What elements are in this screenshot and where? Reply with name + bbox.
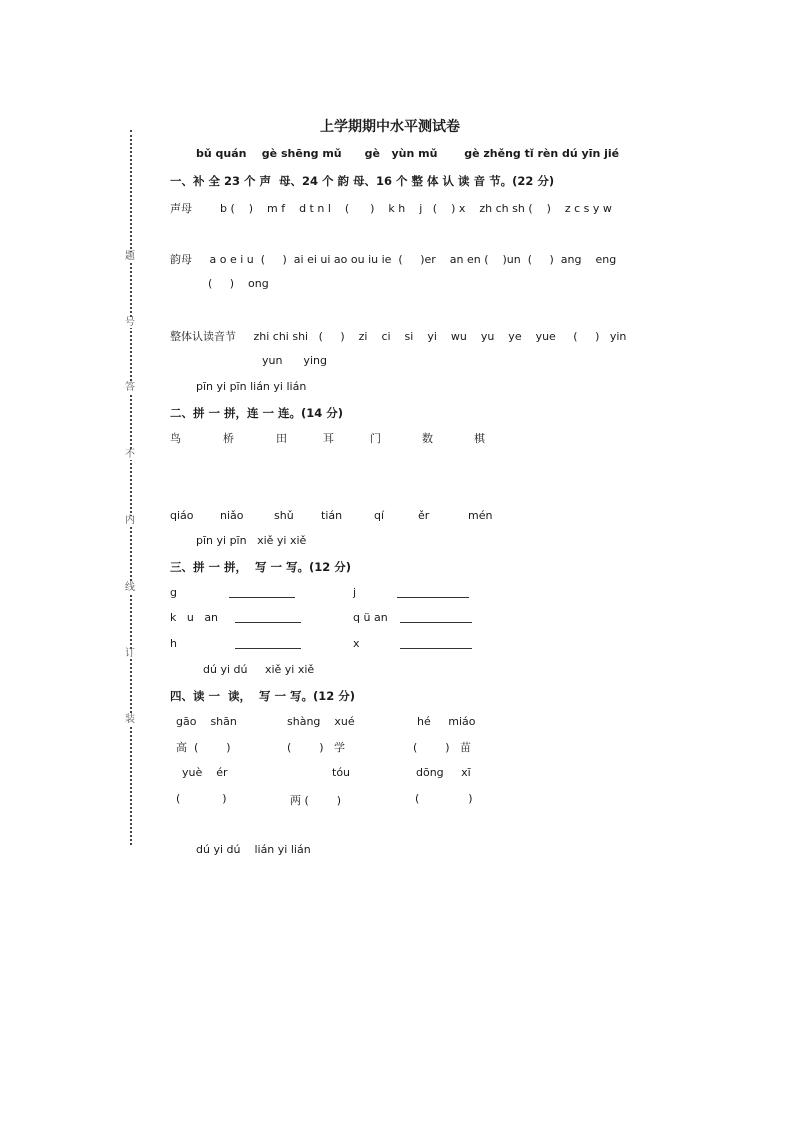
answer-line[interactable] [397, 597, 469, 598]
answer-line[interactable] [235, 648, 301, 649]
margin-mark: 内 [125, 515, 135, 526]
section3-pinyin: pīn yi pīn xiě yi xiě [196, 534, 307, 547]
section2-heading: 二、拼 一 拼，连 一 连。(14 分) [170, 406, 344, 420]
syllable-item: niǎo [220, 509, 244, 522]
margin-mark: 题 [125, 251, 135, 262]
section3-heading: 三、拼 一 拼， 写 一 写。(12 分) [170, 560, 352, 574]
syllable-item: tián [321, 509, 343, 522]
word-pinyin: dōng xī [416, 766, 471, 779]
section4-heading: 四、读 一 读， 写 一 写。(12 分) [170, 689, 356, 703]
char-item: 田 [276, 432, 287, 445]
syllable-item: ěr [418, 509, 430, 522]
answer-line[interactable] [400, 622, 472, 623]
answer-line[interactable] [229, 597, 295, 598]
zhengti-row: 整体认读音节 zhi chi shi ( ) zi ci si yi wu yu ye yue ( ) yin [170, 330, 627, 343]
zhengti-row-cont: yun ying [262, 354, 327, 367]
spell-right: x [353, 637, 360, 650]
word-blank: ( ) [176, 792, 227, 805]
spell-right: j [353, 586, 357, 599]
char-item: 数 [422, 432, 433, 445]
word-blank: 两 ( ) [290, 794, 342, 807]
word-pinyin: hé miáo [417, 715, 476, 728]
spell-left: h [170, 637, 177, 650]
char-item: 鸟 [170, 432, 181, 445]
spell-left: g [170, 586, 177, 599]
shengmu-row: 声母 b ( ) m f d t n l ( ) k h j ( ) x zh ch sh ( ) z c s y w [170, 202, 612, 215]
margin-mark: 装 [125, 714, 135, 725]
binding-line [130, 130, 132, 845]
section4-pinyin: dú yi dú xiě yi xiě [203, 663, 315, 676]
word-pinyin: yuè ér [182, 766, 228, 779]
word-blank: ( ) 学 [287, 741, 346, 754]
section1-pinyin: bǔ quán gè shēng mǔ gè yùn mǔ gè zhěng tǐ rèn dú yīn jié [196, 147, 620, 160]
section1-heading: 一、补 全 23 个 声 母、24 个 韵 母、16 个 整 体 认 读 音 节。(22 分) [170, 174, 555, 188]
answer-line[interactable] [235, 622, 301, 623]
syllable-item: mén [468, 509, 493, 522]
char-item: 耳 [323, 432, 334, 445]
answer-line[interactable] [400, 648, 472, 649]
char-item: 门 [370, 432, 381, 445]
section2-pinyin: pīn yi pīn lián yi lián [196, 380, 307, 393]
syllable-item: qí [374, 509, 385, 522]
spell-right: q ü an [353, 611, 388, 624]
margin-mark: 号 [125, 317, 135, 328]
yunmu-row-cont: ( ) ong [208, 277, 269, 290]
footer-pinyin: dú yi dú lián yi lián [196, 843, 311, 856]
spell-left: k u an [170, 611, 219, 624]
word-pinyin: gāo shān [176, 715, 237, 728]
yunmu-row: 韵母 a o e i u ( ) ai ei ui ao ou iu ie ( )er an en ( )un ( ) ang eng [170, 253, 617, 266]
char-item: 棋 [474, 432, 485, 445]
syllable-item: qiáo [170, 509, 194, 522]
margin-mark: 不 [125, 449, 135, 460]
char-item: 桥 [223, 432, 234, 445]
margin-mark: 线 [125, 582, 135, 593]
word-pinyin: shàng xué [287, 715, 355, 728]
margin-mark: 订 [125, 648, 135, 659]
word-blank: ( ) 苗 [413, 741, 472, 754]
word-pinyin: tóu [332, 766, 351, 779]
margin-mark: 答 [125, 382, 135, 393]
page-title: 上学期期中水平测试卷 [320, 119, 460, 135]
word-blank: 高 ( ) [176, 741, 231, 754]
syllable-item: shǔ [274, 509, 294, 522]
word-blank: ( ) [415, 792, 473, 805]
